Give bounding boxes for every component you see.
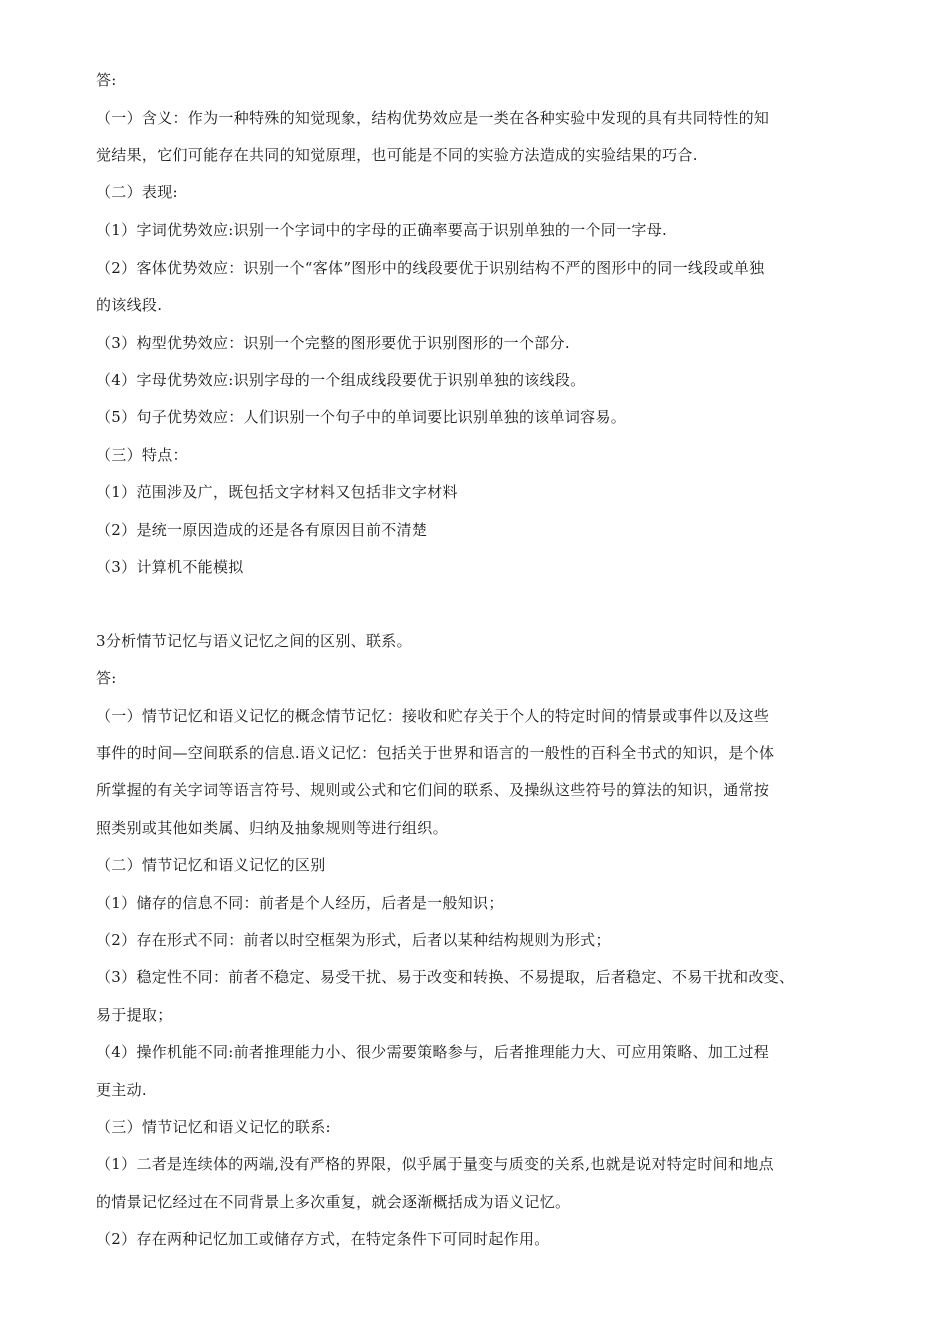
list-item: （3）稳定性不同：前者不稳定、易受干扰、易于改变和转换、不易提取，后者稳定、不易干扰和改变、 [96,968,795,986]
answer-label-2: 答: [96,669,117,687]
list-item: （2）客体优势效应：识别一个“客体”图形中的线段要优于识别结构不严的图形中的同一线段或单独 [96,259,765,277]
list-item: （4）操作机能不同:前者推理能力小、很少需要策略参与，后者推理能力大、可应用策略、加工过程 [96,1043,770,1061]
list-item-continuation: 更主动. [96,1081,147,1099]
list-item: （2）存在两种记忆加工或储存方式，在特定条件下可同时起作用。 [96,1230,550,1248]
list-item: （4）字母优势效应:识别字母的一个组成线段要优于识别单独的该线段。 [96,371,586,389]
answer-label-1: 答: [96,71,117,89]
concept-line-1: （一）情节记忆和语义记忆的概念情节记忆：接收和贮存关于个人的特定时间的情景或事件以及这些 [96,707,770,725]
list-item: （2）是统一原因造成的还是各有原因目前不清楚 [96,521,428,539]
list-item-continuation: 易于提取； [96,1006,173,1024]
section-heading-difference: （二）情节记忆和语义记忆的区别 [96,856,326,874]
list-item: （5）句子优势效应：人们识别一个句子中的单词要比识别单独的该单词容易。 [96,408,627,426]
concept-line-4: 照类别或其他如类属、归纳及抽象规则等进行组织。 [96,819,448,837]
meaning-line-1: （一）含义：作为一种特殊的知觉现象，结构优势效应是一类在各种实验中发现的具有共同特性的知 [96,109,770,127]
list-item: （1）储存的信息不同：前者是个人经历，后者是一般知识； [96,894,504,912]
meaning-line-2: 觉结果，它们可能存在共同的知觉原理，也可能是不同的实验方法造成的实验结果的巧合. [96,146,698,164]
list-item: （1）字词优势效应:识别一个字词中的字母的正确率要高于识别单独的一个同一字母. [96,221,668,239]
section-heading-features: （三）特点： [96,446,188,464]
list-item-continuation: 的情景记忆经过在不同背景上多次重复，就会逐渐概括成为语义记忆。 [96,1193,571,1211]
list-item-continuation: 的该线段. [96,296,163,314]
list-item: （1）范围涉及广，既包括文字材料又包括非文字材料 [96,483,458,501]
concept-line-3: 所掌握的有关字词等语言符号、规则或公式和它们间的联系、及操纵这些符号的算法的知识，通常按 [96,781,770,799]
list-item: （3）构型优势效应：识别一个完整的图形要优于识别图形的一个部分. [96,334,570,352]
question-3-title: 3分析情节记忆与语义记忆之间的区别、联系。 [96,632,412,650]
section-heading-relation: （三）情节记忆和语义记忆的联系: [96,1118,331,1136]
concept-line-2: 事件的时间—空间联系的信息.语义记忆：包括关于世界和语言的一般性的百科全书式的知识，是个体 [96,744,775,762]
list-item: （1）二者是连续体的两端,没有严格的界限，似乎属于量变与质变的关系,也就是说对特定时间和地点 [96,1155,774,1173]
list-item: （3）计算机不能模拟 [96,558,244,576]
section-heading-manifestation: （二）表现: [96,183,178,201]
list-item: （2）存在形式不同：前者以时空框架为形式，后者以某种结构规则为形式； [96,931,611,949]
